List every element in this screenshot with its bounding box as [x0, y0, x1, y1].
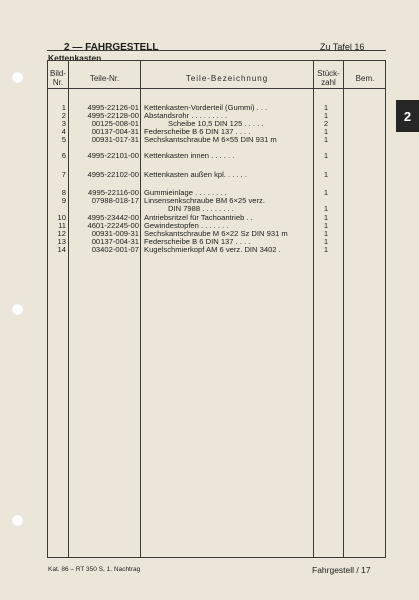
- part-description: Gewindestopfen . . . . . . .: [144, 221, 229, 230]
- item-number: 2: [61, 111, 66, 120]
- item-number: 3: [61, 119, 66, 128]
- quantity: 1: [323, 111, 329, 120]
- title-rule: [47, 50, 386, 51]
- section-title: 2 — FAHRGESTELL: [64, 42, 159, 53]
- col-header-qty: Stück- zahl: [317, 69, 340, 87]
- part-description: Abstandsrohr . . . . . . . . .: [144, 111, 228, 120]
- catalog-note: Kat. 86 – RT 350 S, 1. Nachtrag: [48, 566, 141, 573]
- part-description: Kettenkasten innen . . . . . .: [144, 151, 235, 160]
- part-description: DIN 7988 . . . . . . . .: [168, 204, 234, 213]
- part-number: 4995-22126-01: [87, 103, 139, 112]
- part-description: Sechskantschraube M 6×55 DIN 931 m: [144, 135, 277, 144]
- item-number: 1: [61, 103, 66, 112]
- part-number: 00931-017-31: [91, 135, 139, 144]
- part-description: Kugelschmierkopf AM 6 verz. DIN 3402 .: [144, 245, 281, 254]
- item-number: 9: [61, 196, 66, 205]
- table-row: [47, 246, 386, 254]
- item-number: 6: [61, 151, 66, 160]
- part-number: 00125-008-01: [91, 119, 139, 128]
- punch-hole: [11, 514, 24, 527]
- quantity: 1: [323, 170, 329, 179]
- part-description: Gummieinlage . . . . . . . .: [144, 188, 227, 197]
- col-header-nr: Bild- Nr.: [49, 69, 66, 87]
- part-number: 03402-001-07: [91, 245, 139, 254]
- part-description: Scheibe 10,5 DIN 125 . . . . .: [168, 119, 264, 128]
- part-description: Linsensenkschraube BM 6×25 verz.: [144, 196, 265, 205]
- item-number: 7: [61, 170, 66, 179]
- section-tab: 2: [396, 100, 419, 132]
- header-rule: [47, 88, 386, 89]
- quantity: 1: [323, 151, 329, 160]
- quantity: 1: [323, 103, 329, 112]
- part-number: 4995-22102-00: [87, 170, 139, 179]
- part-number: 00931-009-31: [91, 229, 139, 238]
- part-number: 4995-22116-00: [88, 188, 139, 197]
- part-number: 4995-22128-00: [87, 111, 139, 120]
- part-description: Kettenkasten außen kpl. . . . . .: [144, 170, 247, 179]
- item-number: 12: [57, 229, 66, 238]
- table-row: [47, 136, 386, 144]
- assembly-title: Kettenkasten: [48, 53, 102, 63]
- item-number: 14: [57, 245, 66, 254]
- part-description: Kettenkasten-Vorderteil (Gummi) . . .: [144, 103, 268, 112]
- part-number: 4995-22101-00: [87, 151, 139, 160]
- table-row: [47, 205, 386, 213]
- punch-hole: [11, 71, 24, 84]
- part-number: 00137-004-31: [91, 127, 139, 136]
- table-row: [47, 152, 386, 160]
- quantity: 1: [323, 204, 329, 213]
- quantity: 1: [323, 188, 329, 197]
- part-number: 00137-004-31: [91, 237, 139, 246]
- quantity: 1: [323, 221, 329, 230]
- quantity: 1: [323, 237, 329, 246]
- part-description: Federscheibe B 6 DIN 137 . . . .: [144, 127, 251, 136]
- quantity: 1: [323, 135, 329, 144]
- quantity: 1: [323, 229, 329, 238]
- quantity: 1: [323, 127, 329, 136]
- item-number: 10: [57, 213, 66, 222]
- punch-hole: [11, 303, 24, 316]
- item-number: 13: [57, 237, 66, 246]
- col-header-part: Teile-Nr.: [89, 74, 120, 83]
- part-number: 4995-23442-00: [87, 213, 139, 222]
- col-header-desc: Teile-Bezeichnung: [185, 74, 269, 83]
- item-number: 5: [61, 135, 66, 144]
- item-number: 8: [61, 188, 66, 197]
- table-row: [47, 171, 386, 179]
- part-number: 07988-018-17: [91, 196, 139, 205]
- part-description: Federscheibe B 6 DIN 137 . . . .: [144, 237, 251, 246]
- item-number: 4: [61, 127, 66, 136]
- quantity: 1: [323, 213, 329, 222]
- part-description: Sechskantschraube M 6×22 Sz DIN 931 m: [144, 229, 288, 238]
- quantity: 2: [323, 119, 329, 128]
- quantity: 1: [323, 245, 329, 254]
- col-header-remarks: Bem.: [355, 74, 375, 83]
- item-number: 11: [58, 221, 66, 230]
- part-description: Antriebsritzel für Tachoantrieb . .: [144, 213, 253, 222]
- part-number: 4601-22245-00: [87, 221, 139, 230]
- plate-reference: Zu Tafel 16: [320, 42, 365, 52]
- page-label: Fahrgestell / 17: [312, 565, 371, 575]
